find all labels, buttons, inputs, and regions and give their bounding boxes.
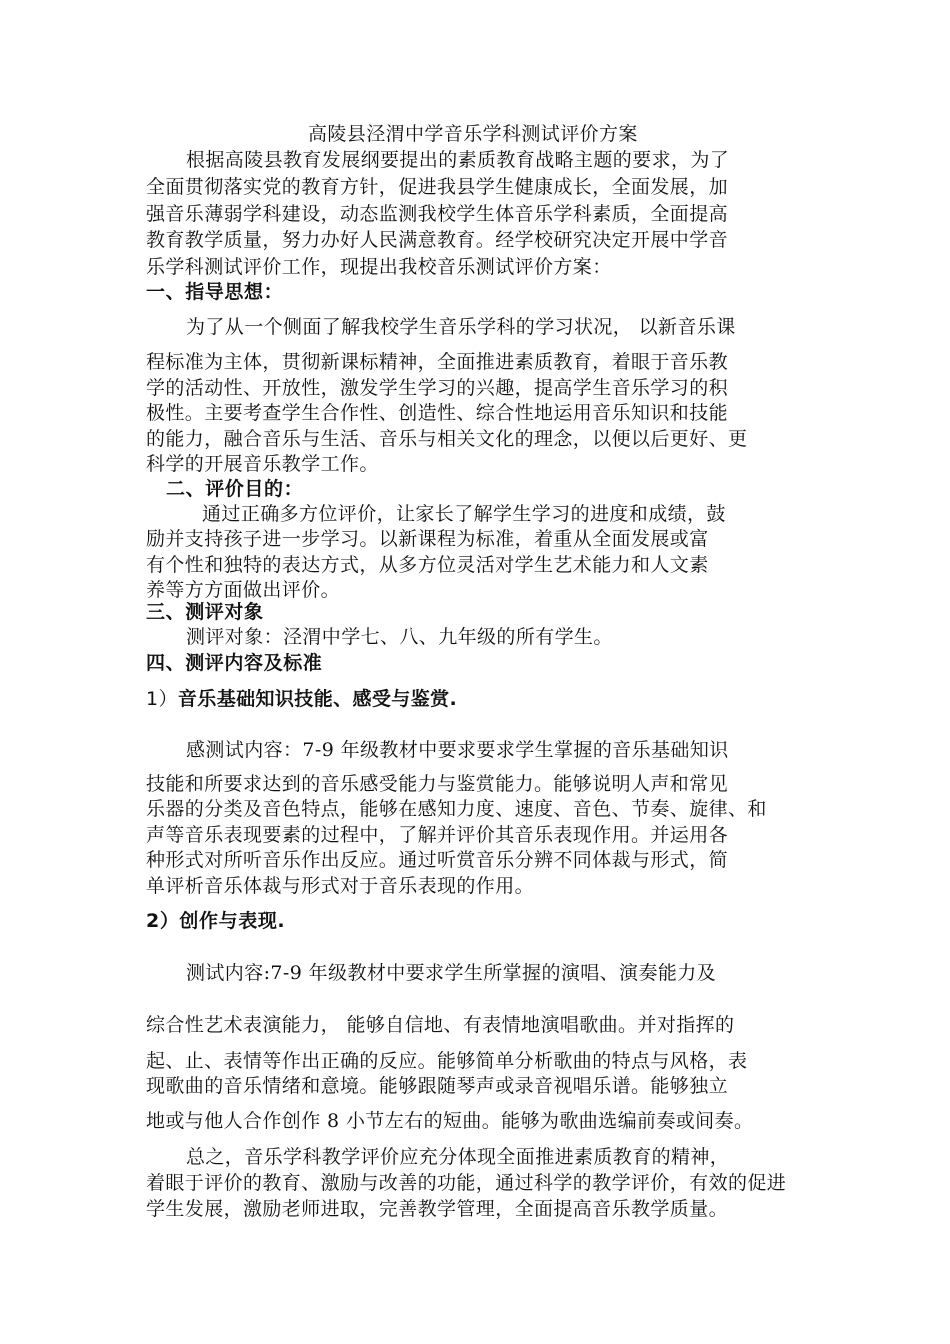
item1-line: 感测试内容：7-9 年级教材中要求要求学生掌握的音乐基础知识	[186, 739, 729, 761]
item1-line: 种形式对所听音乐作出反应。通过听赏音乐分辨不同体裁与形式，简	[146, 849, 729, 871]
item2-line: 地或与他人合作创作 8 小节左右的短曲。能够为歌曲选编前奏或间奏。	[146, 1110, 754, 1132]
item1-line: 单评析音乐体裁与形式对于音乐表现的作用。	[146, 875, 535, 897]
intro-line: 全面贯彻落实党的教育方针，促进我县学生健康成长，全面发展，加	[146, 176, 729, 198]
item2-line: 综合性艺术表演能力， 能够自信地、有表情地演唱歌曲。并对指挥的	[146, 1014, 735, 1036]
item2-line: 现歌曲的音乐情绪和意境。能够跟随琴声或录音视唱乐谱。能够独立	[146, 1075, 729, 1097]
section1-line: 的能力，融合音乐与生活、音乐与相关文化的理念，以便以后更好、更	[146, 428, 748, 450]
section2-line: 励并支持孩子进一步学习。以新课程为标准，着重从全面发展或富	[146, 528, 709, 550]
intro-line: 强音乐薄弱学科建设，动态监测我校学生体音乐学科素质，全面提高	[146, 203, 729, 225]
subsection-1-heading	[146, 686, 457, 712]
conclusion-line: 学生发展，激励老师进取，完善教学管理，全面提高音乐教学质量。	[146, 1198, 729, 1220]
intro-line: 教育教学质量，努力办好人民满意教育。经学校研究决定开展中学音	[146, 229, 729, 251]
item2-line: 测试内容:7-9 年级教材中要求学生所掌握的演唱、演奏能力及	[186, 962, 717, 984]
section2-line: 通过正确多方位评价，让家长了解学生学习的进度和成绩，鼓	[202, 503, 726, 525]
item2-line: 起、止、表情等作出正确的反应。能够简单分析歌曲的特点与风格，表	[146, 1050, 748, 1072]
conclusion-line: 着眼于评价的教育、激励与改善的功能，通过科学的教学评价，有效的促进	[146, 1172, 787, 1194]
item1-line: 技能和所要求达到的音乐感受能力与鉴赏能力。能够说明人声和常见	[146, 773, 729, 795]
section-heading-content-standards: 四、测评内容及标准	[146, 652, 323, 674]
section1-line: 为了从一个侧面了解我校学生音乐学科的学习状况， 以新音乐课	[186, 316, 736, 338]
section-heading-evaluation-target: 三、测评对象	[146, 601, 264, 623]
section2-line: 养等方方面做出评价。	[146, 579, 341, 601]
section2-line: 有个性和独特的表达方式，从多方位灵活对学生艺术能力和人文素	[146, 554, 709, 576]
section-heading-guiding-idea: 一、指导思想：	[146, 281, 284, 303]
item1-line: 声等音乐表现要素的过程中，了解并评价其音乐表现作用。并运用各	[146, 824, 729, 846]
subsection-1-title: 音乐基础知识技能、感受与鉴赏.	[177, 688, 458, 710]
section-heading-evaluation-purpose: 二、评价目的：	[166, 478, 304, 500]
section1-line: 学的活动性、开放性，激发学生学习的兴趣，提高学生音乐学习的积	[146, 377, 729, 399]
subsection-1-number: 1）	[146, 688, 178, 710]
document-title: 高陵县泾渭中学音乐学科测试评价方案	[308, 123, 638, 145]
section1-line: 程标准为主体，贯彻新课标精神，全面推进素质教育，着眼于音乐教	[146, 351, 729, 373]
section1-line: 科学的开展音乐教学工作。	[146, 453, 379, 475]
conclusion-line: 总之，音乐学科教学评价应充分体现全面推进素质教育的精神，	[186, 1146, 730, 1168]
subsection-2-heading: 2）创作与表现.	[146, 910, 286, 932]
intro-line: 根据高陵县教育发展纲要提出的素质教育战略主题的要求，为了	[186, 149, 730, 171]
section3-line: 测评对象：泾渭中学七、八、九年级的所有学生。	[186, 626, 613, 648]
item1-line: 乐器的分类及音色特点，能够在感知力度、速度、音色、节奏、旋律、和	[146, 798, 767, 820]
section1-line: 极性。主要考查学生合作性、创造性、综合性地运用音乐知识和技能	[146, 402, 729, 424]
intro-line: 乐学科测试评价工作，现提出我校音乐测试评价方案：	[146, 256, 612, 278]
